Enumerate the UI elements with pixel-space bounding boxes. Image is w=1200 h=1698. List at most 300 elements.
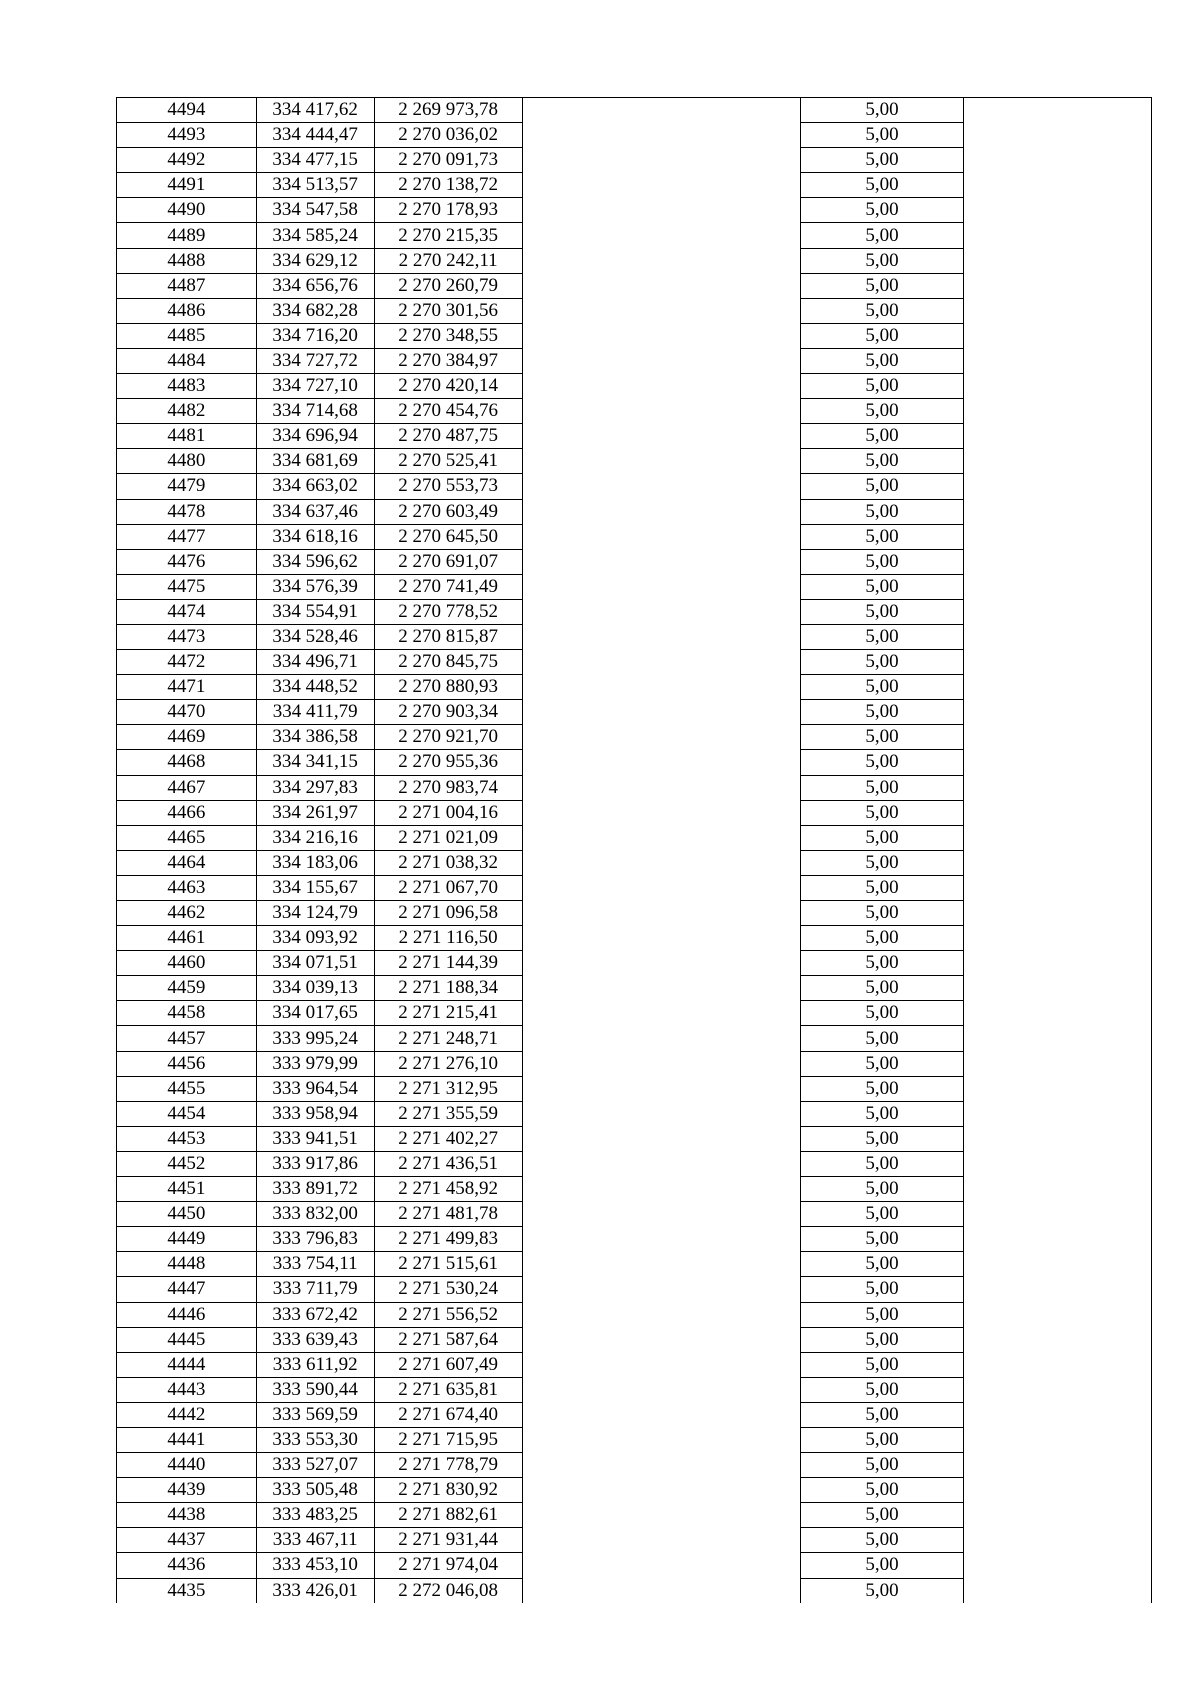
point-number-cell: 4454 [117,1101,257,1126]
x-coordinate-cell: 333 711,79 [256,1277,374,1302]
value-cell: 5,00 [800,223,963,248]
y-coordinate-cell: 2 271 436,51 [374,1151,522,1176]
point-number-cell: 4467 [117,775,257,800]
point-number-cell: 4439 [117,1478,257,1503]
value-cell: 5,00 [800,1277,963,1302]
empty-cell [964,1051,1152,1076]
value-cell: 5,00 [800,399,963,424]
empty-cell [522,1302,800,1327]
y-coordinate-cell: 2 271 188,34 [374,976,522,1001]
point-number-cell: 4436 [117,1553,257,1578]
y-coordinate-cell: 2 271 096,58 [374,901,522,926]
y-coordinate-cell: 2 270 645,50 [374,524,522,549]
empty-cell [964,624,1152,649]
empty-cell [522,700,800,725]
point-number-cell: 4481 [117,424,257,449]
point-number-cell: 4449 [117,1227,257,1252]
y-coordinate-cell: 2 270 880,93 [374,675,522,700]
y-coordinate-cell: 2 270 178,93 [374,198,522,223]
empty-cell [522,901,800,926]
y-coordinate-cell: 2 270 553,73 [374,474,522,499]
point-number-cell: 4447 [117,1277,257,1302]
value-cell: 5,00 [800,1453,963,1478]
y-coordinate-cell: 2 270 260,79 [374,273,522,298]
value-cell: 5,00 [800,1352,963,1377]
empty-cell [522,98,800,123]
empty-cell [522,926,800,951]
value-cell: 5,00 [800,123,963,148]
empty-cell [964,1101,1152,1126]
value-cell: 5,00 [800,424,963,449]
empty-cell [522,574,800,599]
point-number-cell: 4437 [117,1528,257,1553]
point-number-cell: 4475 [117,574,257,599]
x-coordinate-cell: 334 477,15 [256,148,374,173]
y-coordinate-cell: 2 272 046,08 [374,1578,522,1603]
empty-cell [964,1327,1152,1352]
x-coordinate-cell: 333 426,01 [256,1578,374,1603]
empty-cell [964,800,1152,825]
point-number-cell: 4435 [117,1578,257,1603]
table-row [117,1478,1152,1503]
x-coordinate-cell: 333 467,11 [256,1528,374,1553]
empty-cell [964,599,1152,624]
empty-cell [964,675,1152,700]
point-number-cell: 4466 [117,800,257,825]
x-coordinate-cell: 334 576,39 [256,574,374,599]
x-coordinate-cell: 334 714,68 [256,399,374,424]
empty-cell [522,1227,800,1252]
y-coordinate-cell: 2 270 420,14 [374,374,522,399]
table-row [117,248,1152,273]
x-coordinate-cell: 333 832,00 [256,1202,374,1227]
empty-cell [964,1202,1152,1227]
x-coordinate-cell: 334 696,94 [256,424,374,449]
empty-cell [964,449,1152,474]
empty-cell [522,1503,800,1528]
x-coordinate-cell: 333 483,25 [256,1503,374,1528]
x-coordinate-cell: 333 796,83 [256,1227,374,1252]
value-cell: 5,00 [800,725,963,750]
x-coordinate-cell: 334 417,62 [256,98,374,123]
y-coordinate-cell: 2 271 882,61 [374,1503,522,1528]
empty-cell [522,1126,800,1151]
empty-cell [964,700,1152,725]
value-cell: 5,00 [800,1177,963,1202]
value-cell: 5,00 [800,901,963,926]
empty-cell [522,524,800,549]
point-number-cell: 4457 [117,1026,257,1051]
empty-cell [964,399,1152,424]
table-row [117,1352,1152,1377]
value-cell: 5,00 [800,574,963,599]
y-coordinate-cell: 2 271 830,92 [374,1478,522,1503]
point-number-cell: 4487 [117,273,257,298]
value-cell: 5,00 [800,1528,963,1553]
x-coordinate-cell: 334 124,79 [256,901,374,926]
empty-cell [522,675,800,700]
point-number-cell: 4482 [117,399,257,424]
point-number-cell: 4476 [117,549,257,574]
y-coordinate-cell: 2 270 741,49 [374,574,522,599]
table-row [117,800,1152,825]
empty-cell [522,1001,800,1026]
empty-cell [964,750,1152,775]
point-number-cell: 4473 [117,624,257,649]
value-cell: 5,00 [800,1202,963,1227]
value-cell: 5,00 [800,1252,963,1277]
y-coordinate-cell: 2 270 955,36 [374,750,522,775]
value-cell: 5,00 [800,1227,963,1252]
table-row [117,1453,1152,1478]
x-coordinate-cell: 334 039,13 [256,976,374,1001]
y-coordinate-cell: 2 271 607,49 [374,1352,522,1377]
table-row [117,850,1152,875]
empty-cell [522,775,800,800]
point-number-cell: 4492 [117,148,257,173]
empty-cell [522,1076,800,1101]
empty-cell [522,173,800,198]
table-row [117,424,1152,449]
y-coordinate-cell: 2 271 355,59 [374,1101,522,1126]
y-coordinate-cell: 2 271 587,64 [374,1327,522,1352]
point-number-cell: 4469 [117,725,257,750]
y-coordinate-cell: 2 270 691,07 [374,549,522,574]
empty-cell [522,1478,800,1503]
table-row [117,1151,1152,1176]
point-number-cell: 4446 [117,1302,257,1327]
empty-cell [522,298,800,323]
x-coordinate-cell: 334 637,46 [256,499,374,524]
empty-cell [964,524,1152,549]
y-coordinate-cell: 2 271 556,52 [374,1302,522,1327]
x-coordinate-cell: 333 611,92 [256,1352,374,1377]
empty-cell [964,1252,1152,1277]
value-cell: 5,00 [800,951,963,976]
empty-cell [522,650,800,675]
x-coordinate-cell: 334 017,65 [256,1001,374,1026]
empty-cell [964,323,1152,348]
empty-cell [522,1377,800,1402]
empty-cell [964,1302,1152,1327]
y-coordinate-cell: 2 271 067,70 [374,875,522,900]
empty-cell [522,1578,800,1603]
x-coordinate-cell: 333 569,59 [256,1402,374,1427]
point-number-cell: 4444 [117,1352,257,1377]
empty-cell [964,123,1152,148]
empty-cell [964,198,1152,223]
table-row [117,1202,1152,1227]
table-row [117,1578,1152,1603]
empty-cell [964,98,1152,123]
table-row [117,198,1152,223]
y-coordinate-cell: 2 271 144,39 [374,951,522,976]
x-coordinate-cell: 334 093,92 [256,926,374,951]
empty-cell [964,1227,1152,1252]
y-coordinate-cell: 2 270 138,72 [374,173,522,198]
point-number-cell: 4441 [117,1427,257,1452]
y-coordinate-cell: 2 269 973,78 [374,98,522,123]
point-number-cell: 4452 [117,1151,257,1176]
x-coordinate-cell: 334 386,58 [256,725,374,750]
point-number-cell: 4443 [117,1377,257,1402]
point-number-cell: 4438 [117,1503,257,1528]
table-row [117,374,1152,399]
y-coordinate-cell: 2 270 815,87 [374,624,522,649]
x-coordinate-cell: 333 941,51 [256,1126,374,1151]
empty-cell [964,875,1152,900]
table-row [117,348,1152,373]
value-cell: 5,00 [800,1101,963,1126]
x-coordinate-cell: 334 411,79 [256,700,374,725]
x-coordinate-cell: 334 341,15 [256,750,374,775]
x-coordinate-cell: 334 629,12 [256,248,374,273]
empty-cell [964,248,1152,273]
empty-cell [522,976,800,1001]
empty-cell [964,474,1152,499]
x-coordinate-cell: 333 639,43 [256,1327,374,1352]
empty-cell [964,1553,1152,1578]
y-coordinate-cell: 2 271 778,79 [374,1453,522,1478]
point-number-cell: 4477 [117,524,257,549]
empty-cell [522,374,800,399]
empty-cell [522,825,800,850]
table-row [117,1327,1152,1352]
value-cell: 5,00 [800,775,963,800]
empty-cell [522,1151,800,1176]
x-coordinate-cell: 334 585,24 [256,223,374,248]
table-row [117,1126,1152,1151]
table-row [117,976,1152,1001]
point-number-cell: 4453 [117,1126,257,1151]
value-cell: 5,00 [800,1327,963,1352]
empty-cell [522,1202,800,1227]
empty-cell [522,1051,800,1076]
empty-cell [964,348,1152,373]
empty-cell [964,725,1152,750]
y-coordinate-cell: 2 270 454,76 [374,399,522,424]
point-number-cell: 4468 [117,750,257,775]
y-coordinate-cell: 2 271 021,09 [374,825,522,850]
x-coordinate-cell: 334 216,16 [256,825,374,850]
value-cell: 5,00 [800,499,963,524]
y-coordinate-cell: 2 270 921,70 [374,725,522,750]
empty-cell [964,1377,1152,1402]
y-coordinate-cell: 2 271 499,83 [374,1227,522,1252]
x-coordinate-cell: 334 554,91 [256,599,374,624]
empty-cell [964,976,1152,1001]
x-coordinate-cell: 334 656,76 [256,273,374,298]
value-cell: 5,00 [800,1302,963,1327]
x-coordinate-cell: 334 496,71 [256,650,374,675]
y-coordinate-cell: 2 270 384,97 [374,348,522,373]
y-coordinate-cell: 2 270 301,56 [374,298,522,323]
value-cell: 5,00 [800,449,963,474]
value-cell: 5,00 [800,474,963,499]
empty-cell [964,1352,1152,1377]
x-coordinate-cell: 334 528,46 [256,624,374,649]
table-row [117,123,1152,148]
x-coordinate-cell: 333 995,24 [256,1026,374,1051]
y-coordinate-cell: 2 271 635,81 [374,1377,522,1402]
value-cell: 5,00 [800,298,963,323]
y-coordinate-cell: 2 270 091,73 [374,148,522,173]
point-number-cell: 4463 [117,875,257,900]
value-cell: 5,00 [800,173,963,198]
point-number-cell: 4486 [117,298,257,323]
value-cell: 5,00 [800,700,963,725]
point-number-cell: 4458 [117,1001,257,1026]
empty-cell [522,1327,800,1352]
value-cell: 5,00 [800,1001,963,1026]
table-row [117,549,1152,574]
table-row [117,875,1152,900]
empty-cell [964,1026,1152,1051]
table-row [117,1252,1152,1277]
x-coordinate-cell: 334 716,20 [256,323,374,348]
value-cell: 5,00 [800,1478,963,1503]
empty-cell [964,926,1152,951]
point-number-cell: 4462 [117,901,257,926]
x-coordinate-cell: 334 071,51 [256,951,374,976]
y-coordinate-cell: 2 271 458,92 [374,1177,522,1202]
empty-cell [522,850,800,875]
empty-cell [964,148,1152,173]
y-coordinate-cell: 2 271 515,61 [374,1252,522,1277]
y-coordinate-cell: 2 271 276,10 [374,1051,522,1076]
empty-cell [522,1528,800,1553]
table-row [117,449,1152,474]
y-coordinate-cell: 2 271 402,27 [374,1126,522,1151]
point-number-cell: 4474 [117,599,257,624]
y-coordinate-cell: 2 271 674,40 [374,1402,522,1427]
point-number-cell: 4451 [117,1177,257,1202]
y-coordinate-cell: 2 270 778,52 [374,599,522,624]
table-row [117,926,1152,951]
coordinates-table-body [117,98,1152,1603]
table-row [117,1101,1152,1126]
table-row [117,474,1152,499]
x-coordinate-cell: 334 183,06 [256,850,374,875]
x-coordinate-cell: 334 596,62 [256,549,374,574]
value-cell: 5,00 [800,976,963,1001]
value-cell: 5,00 [800,675,963,700]
point-number-cell: 4450 [117,1202,257,1227]
empty-cell [964,273,1152,298]
empty-cell [522,1402,800,1427]
value-cell: 5,00 [800,248,963,273]
table-row [117,624,1152,649]
empty-cell [522,1427,800,1452]
y-coordinate-cell: 2 270 983,74 [374,775,522,800]
empty-cell [964,374,1152,399]
point-number-cell: 4494 [117,98,257,123]
y-coordinate-cell: 2 270 036,02 [374,123,522,148]
x-coordinate-cell: 334 444,47 [256,123,374,148]
empty-cell [522,198,800,223]
value-cell: 5,00 [800,323,963,348]
x-coordinate-cell: 333 505,48 [256,1478,374,1503]
point-number-cell: 4483 [117,374,257,399]
table-row [117,524,1152,549]
empty-cell [522,800,800,825]
y-coordinate-cell: 2 270 242,11 [374,248,522,273]
value-cell: 5,00 [800,1427,963,1452]
empty-cell [964,499,1152,524]
empty-cell [522,474,800,499]
empty-cell [964,1453,1152,1478]
x-coordinate-cell: 334 155,67 [256,875,374,900]
value-cell: 5,00 [800,1126,963,1151]
table-row [117,574,1152,599]
y-coordinate-cell: 2 271 715,95 [374,1427,522,1452]
empty-cell [522,624,800,649]
value-cell: 5,00 [800,1402,963,1427]
point-number-cell: 4461 [117,926,257,951]
table-row [117,223,1152,248]
value-cell: 5,00 [800,273,963,298]
y-coordinate-cell: 2 271 004,16 [374,800,522,825]
value-cell: 5,00 [800,800,963,825]
x-coordinate-cell: 334 727,10 [256,374,374,399]
empty-cell [522,875,800,900]
table-row [117,273,1152,298]
point-number-cell: 4460 [117,951,257,976]
table-row [117,675,1152,700]
value-cell: 5,00 [800,1578,963,1603]
x-coordinate-cell: 333 979,99 [256,1051,374,1076]
empty-cell [522,348,800,373]
table-row [117,951,1152,976]
empty-cell [964,1402,1152,1427]
empty-cell [522,1553,800,1578]
empty-cell [522,399,800,424]
x-coordinate-cell: 334 547,58 [256,198,374,223]
x-coordinate-cell: 333 527,07 [256,1453,374,1478]
y-coordinate-cell: 2 271 248,71 [374,1026,522,1051]
empty-cell [964,901,1152,926]
table-row [117,750,1152,775]
point-number-cell: 4479 [117,474,257,499]
point-number-cell: 4480 [117,449,257,474]
x-coordinate-cell: 334 682,28 [256,298,374,323]
y-coordinate-cell: 2 270 845,75 [374,650,522,675]
empty-cell [522,750,800,775]
point-number-cell: 4448 [117,1252,257,1277]
table-row [117,399,1152,424]
x-coordinate-cell: 333 590,44 [256,1377,374,1402]
x-coordinate-cell: 334 727,72 [256,348,374,373]
value-cell: 5,00 [800,750,963,775]
value-cell: 5,00 [800,549,963,574]
y-coordinate-cell: 2 270 215,35 [374,223,522,248]
x-coordinate-cell: 333 891,72 [256,1177,374,1202]
table-row [117,1302,1152,1327]
table-row [117,298,1152,323]
x-coordinate-cell: 333 958,94 [256,1101,374,1126]
table-row [117,1277,1152,1302]
point-number-cell: 4442 [117,1402,257,1427]
table-row [117,499,1152,524]
y-coordinate-cell: 2 270 525,41 [374,449,522,474]
value-cell: 5,00 [800,98,963,123]
x-coordinate-cell: 334 448,52 [256,675,374,700]
empty-cell [522,123,800,148]
empty-cell [522,449,800,474]
y-coordinate-cell: 2 271 312,95 [374,1076,522,1101]
y-coordinate-cell: 2 270 487,75 [374,424,522,449]
empty-cell [964,173,1152,198]
